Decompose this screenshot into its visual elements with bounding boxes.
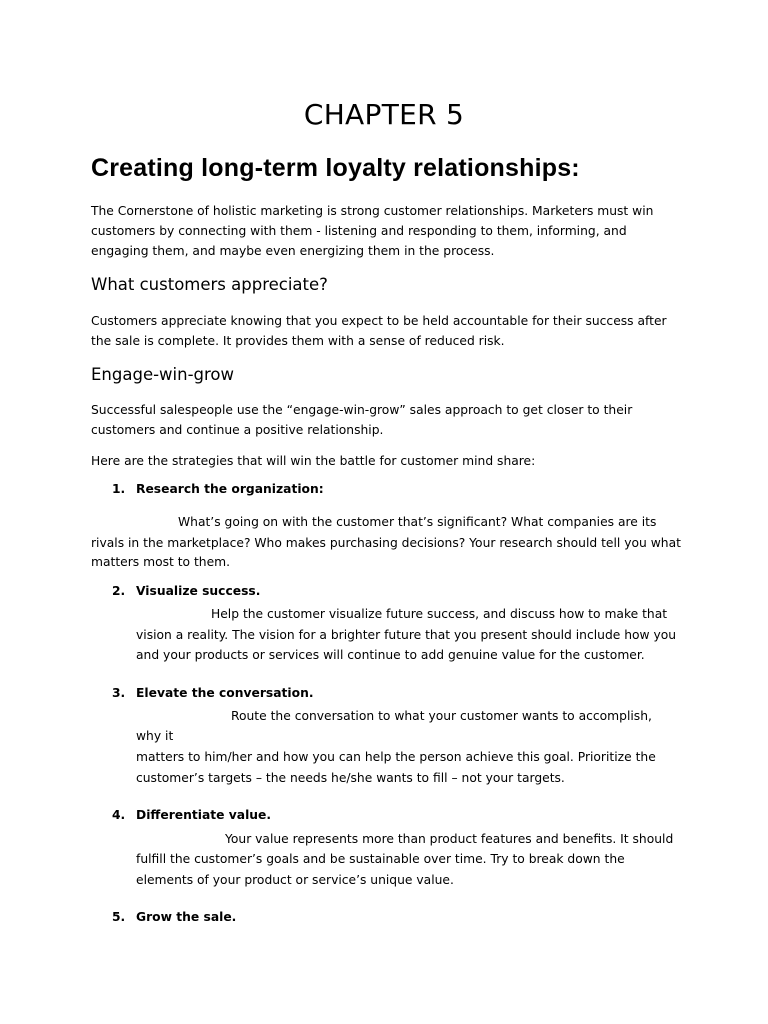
text-line: Successful salespeople use the “engage-win-grow” sales approach to get closer to their: [91, 403, 633, 417]
text-line: customers and continue a positive relationship.: [91, 423, 384, 437]
text-line: why it: [136, 729, 174, 743]
list-number: 1.: [112, 482, 126, 496]
list-number: 5.: [112, 910, 126, 924]
list-item-heading: Research the organization:: [136, 482, 324, 496]
text-line: customer’s targets – the needs he/she wants to fill – not your targets.: [136, 771, 565, 785]
chapter-heading: CHAPTER 5: [303, 98, 465, 131]
list-number: 3.: [112, 686, 126, 700]
text-line: What’s going on with the customer that’s significant? What companies are its: [178, 515, 657, 529]
list-item-heading: Elevate the conversation.: [136, 686, 314, 700]
text-line: and your products or services will continue to add genuine value for the customer.: [136, 648, 645, 662]
text-line: matters to him/her and how you can help the person achieve this goal. Prioritize the: [136, 750, 656, 764]
text-line: the sale is complete. It provides them with a sense of reduced risk.: [91, 334, 505, 348]
text-line: rivals in the marketplace? Who makes purchasing decisions? Your research should tell you what: [91, 536, 681, 550]
text-line: elements of your product or service’s unique value.: [136, 873, 454, 887]
text-line: vision a reality. The vision for a brighter future that you present should include how you: [136, 628, 677, 642]
text-line: Help the customer visualize future success, and discuss how to make that: [211, 607, 668, 621]
list-item-heading: Visualize success.: [136, 584, 261, 598]
text-line: matters most to them.: [91, 555, 231, 569]
text-line: Here are the strategies that will win the battle for customer mind share:: [91, 454, 536, 468]
list-item-heading: Grow the sale.: [136, 910, 237, 924]
list-number: 2.: [112, 584, 126, 598]
text-line: fulfill the customer’s goals and be sustainable over time. Try to break down the: [136, 852, 625, 866]
text-line: engaging them, and maybe even energizing them in the process.: [91, 244, 495, 258]
text-line: Route the conversation to what your customer wants to accomplish,: [231, 709, 652, 723]
text-line: customers by connecting with them - listening and responding to them, informing, and: [91, 224, 627, 238]
text-line: Your value represents more than product features and benefits. It should: [225, 832, 674, 846]
section-heading: Engage-win-grow: [91, 365, 235, 384]
text-line: The Cornerstone of holistic marketing is strong customer relationships. Marketers must win: [91, 204, 654, 218]
page-title: Creating long-term loyalty relationships:: [91, 154, 580, 182]
section-heading: What customers appreciate?: [91, 275, 328, 294]
list-item-heading: Differentiate value.: [136, 808, 272, 822]
text-line: Customers appreciate knowing that you expect to be held accountable for their success after: [91, 314, 667, 328]
list-number: 4.: [112, 808, 126, 822]
